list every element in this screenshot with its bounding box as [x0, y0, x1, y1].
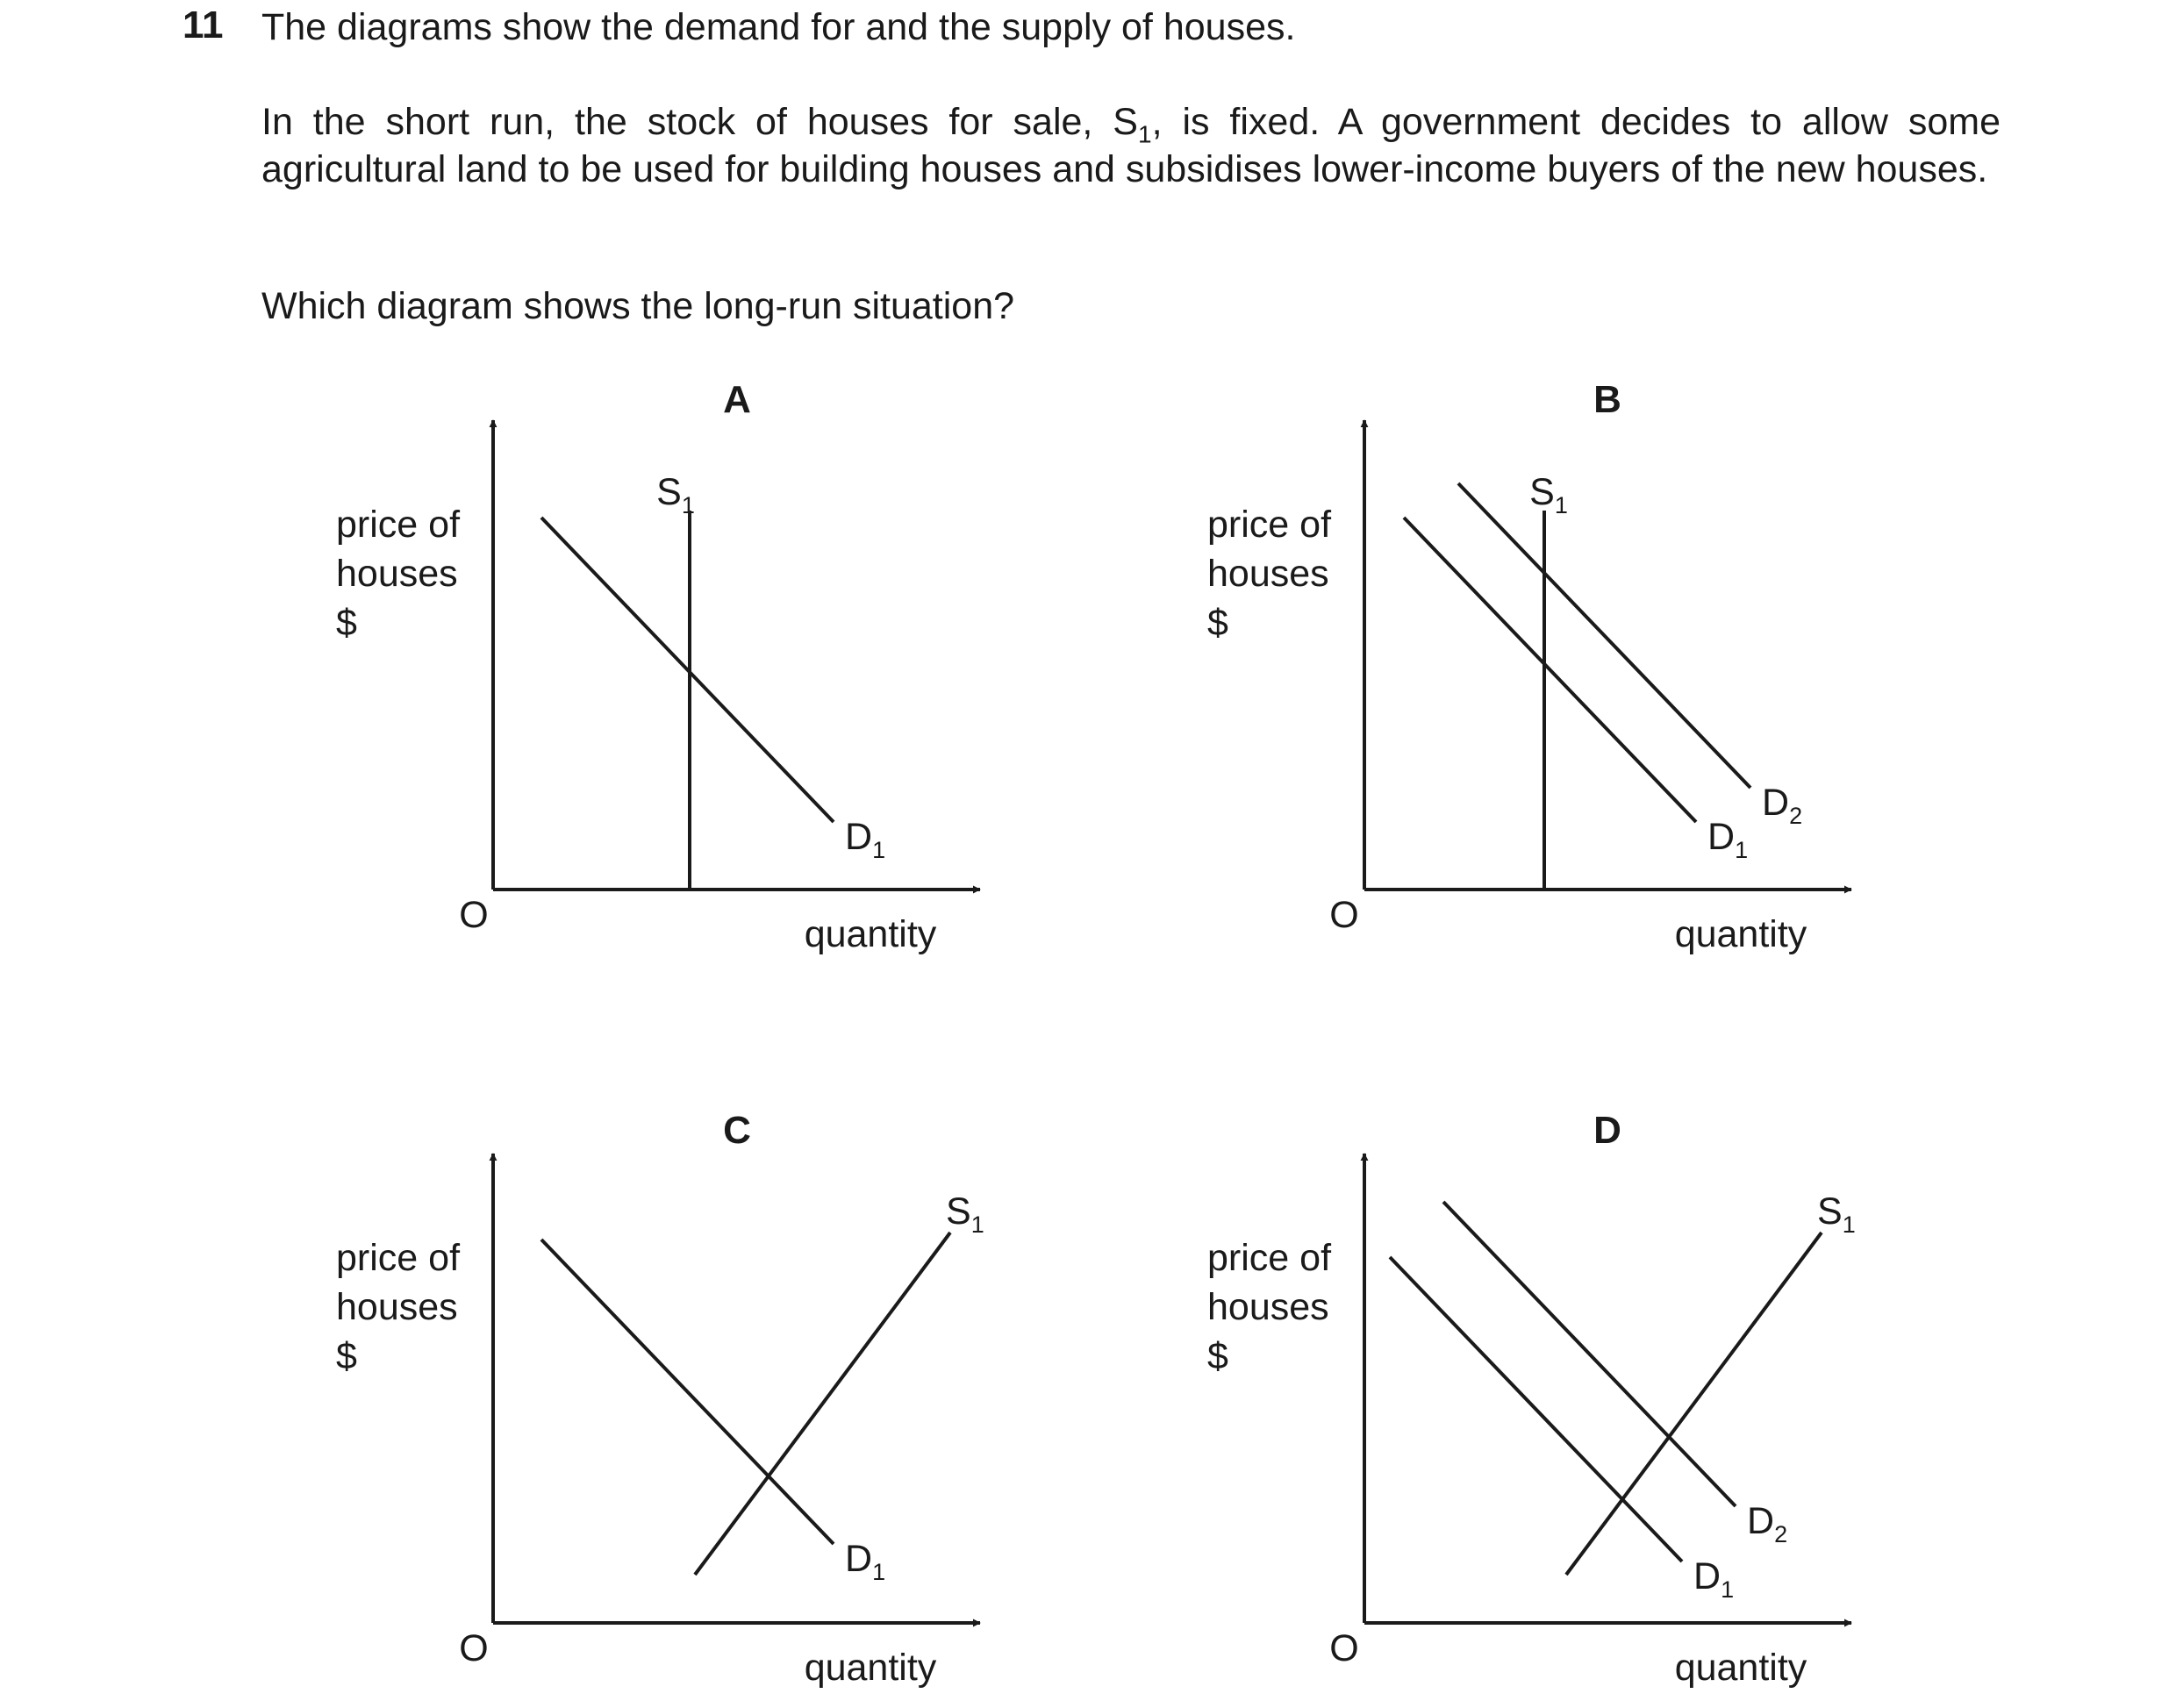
diagram-b-demand-d1 — [1404, 518, 1696, 822]
diagram-c-y-label-line-1: price of — [336, 1237, 461, 1279]
question-number: 11 — [183, 4, 224, 46]
diagram-a-d1-label: $D_1$ — [845, 816, 886, 863]
diagram-a-label: A — [723, 378, 751, 421]
diagram-a-origin: O — [459, 894, 489, 936]
diagram-a — [336, 378, 980, 955]
diagram-c-x-label: quantity — [804, 1647, 937, 1689]
diagram-a-x-label: quantity — [804, 913, 937, 955]
diagram-a-y-label-line-1: price of — [336, 504, 461, 546]
diagram-b — [1207, 378, 1851, 955]
question-prompt: Which diagram shows the long-run situation? — [261, 285, 1015, 327]
diagram-b-y-label-line-1: price of — [1207, 504, 1332, 546]
diagram-b-x-label: quantity — [1674, 913, 1807, 955]
diagram-c-s1-label: $S_1$ — [946, 1190, 984, 1238]
diagram-b-demand-d2 — [1458, 483, 1750, 788]
diagram-b-d1-label: $D_1$ — [1707, 816, 1749, 863]
diagram-c-label: C — [723, 1109, 751, 1152]
diagram-c-origin: O — [459, 1627, 489, 1669]
diagram-d-origin: O — [1329, 1627, 1359, 1669]
diagram-a-y-label-line-2: houses — [336, 553, 458, 595]
diagram-d-y-label-line-1: price of — [1207, 1237, 1332, 1279]
diagram-b-y-label — [1207, 504, 1342, 644]
diagram-b-s1-label: $S_1$ — [1529, 471, 1568, 518]
diagram-d-label: D — [1593, 1109, 1621, 1152]
diagram-d-s1-label: $S_1$ — [1817, 1190, 1856, 1238]
context-subscript: 1 — [1137, 120, 1152, 148]
diagram-d-y-label-line-3: $ — [1207, 1335, 1228, 1377]
diagram-a-y-label-line-3: $ — [336, 602, 357, 644]
diagram-d-demand-d1 — [1390, 1257, 1682, 1561]
diagram-d-y-label — [1207, 1237, 1342, 1377]
diagram-d-y-label-line-2: houses — [1207, 1286, 1329, 1328]
diagram-d-demand-d2 — [1443, 1202, 1736, 1506]
diagram-c-demand-d1 — [541, 1240, 834, 1544]
diagram-d-x-label: quantity — [1674, 1647, 1807, 1689]
diagram-c-d1-label: $D_1$ — [845, 1538, 886, 1585]
diagram-b-y-label-line-3: $ — [1207, 602, 1228, 644]
context-text-2: , is fixed. A government decides to allow some agricultural land to be used for building houses and subsidises lower-income buyers of the new houses. — [261, 101, 2001, 190]
diagram-b-d2-label: $D_2$ — [1762, 782, 1803, 829]
diagram-b-label: B — [1593, 378, 1621, 421]
diagram-c-supply-s1 — [695, 1233, 950, 1575]
diagram-a-y-label — [336, 504, 470, 644]
diagram-d-d2-label: $D_2$ — [1747, 1500, 1788, 1547]
context-text-1: In the short run, the stock of houses for sale, S — [261, 101, 1138, 143]
diagram-d — [1207, 1109, 1856, 1689]
diagram-c — [336, 1109, 984, 1689]
diagram-c-y-label — [336, 1237, 470, 1377]
diagram-c-y-label-line-3: $ — [336, 1335, 357, 1377]
diagram-a-demand-d1 — [541, 518, 834, 822]
diagram-c-y-label-line-2: houses — [336, 1286, 458, 1328]
diagram-b-origin: O — [1329, 894, 1359, 936]
question-intro: The diagrams show the demand for and the supply of houses. — [261, 6, 1296, 48]
diagram-a-s1-label: $S_1$ — [656, 471, 695, 518]
diagram-d-d1-label: $D_1$ — [1693, 1555, 1735, 1603]
diagram-b-y-label-line-2: houses — [1207, 553, 1329, 595]
